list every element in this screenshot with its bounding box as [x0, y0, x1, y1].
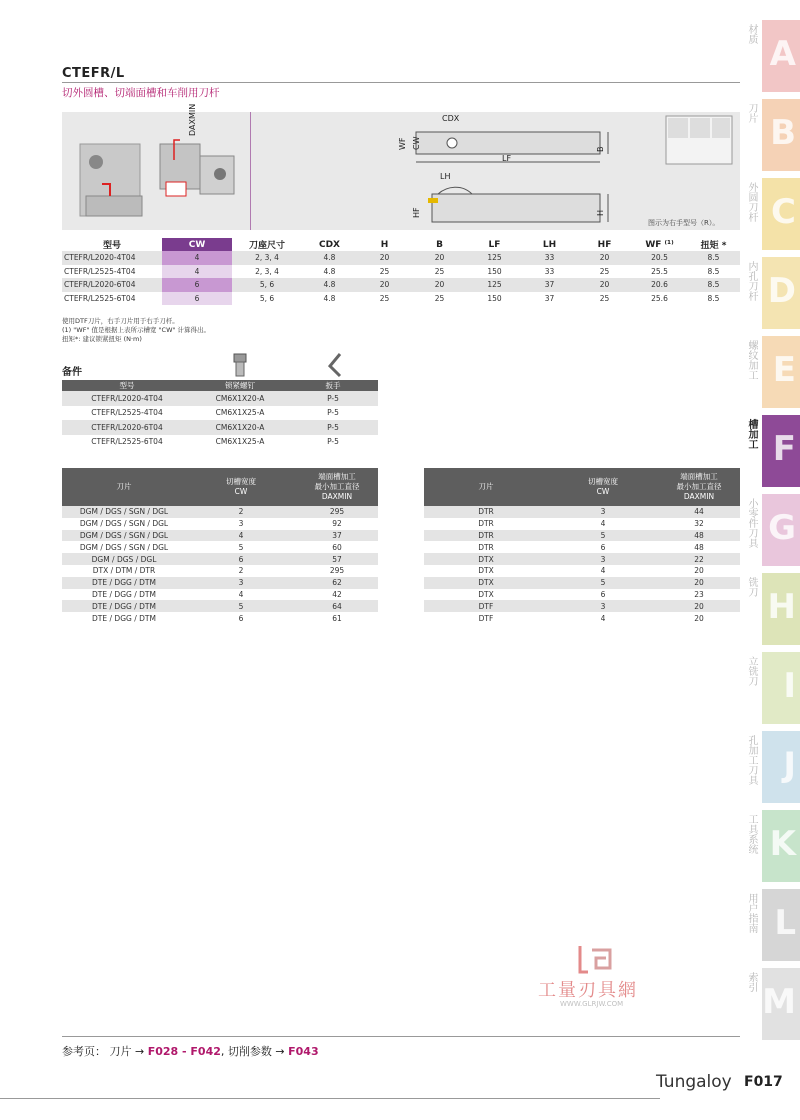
table-cell: 5 [238, 542, 244, 552]
table-cell: CTEFR/L2525-4T04 [64, 266, 136, 276]
insert-table-right [424, 468, 740, 624]
table-cell: DTE / DGG / DTM [62, 577, 186, 589]
table-cell: 4.8 [323, 293, 336, 303]
table-row [424, 577, 740, 589]
table-row [424, 565, 740, 577]
table-cell: DTX / DTM / DTR [92, 566, 156, 576]
section-tab-label: 槽加工 [746, 419, 757, 449]
table-cell: CTEFR/L2525-6T04 [91, 437, 163, 447]
section-tab-letter: B [770, 113, 796, 153]
table-cell: 2, 3, 4 [255, 266, 279, 276]
section-tab-l[interactable] [746, 889, 800, 961]
insert-table-left [62, 468, 378, 624]
table-cell: 25.6 [651, 293, 668, 303]
table-cell: DTX [478, 589, 494, 599]
table-cell: DTX [424, 553, 548, 565]
table-row [62, 518, 378, 530]
col-cw: CW [162, 238, 232, 251]
watermark-logo-icon [576, 944, 616, 974]
table-cell: DTX [424, 577, 548, 589]
watermark-text: 工量刃具網 [538, 980, 638, 1001]
table-cell: DTE / DGG / DTM [62, 600, 186, 612]
table-cell: DGM / DGS / SGN / DGL [62, 506, 186, 518]
left-col-daxmin: 端面槽加工 最小加工直径 DAXMIN [296, 468, 378, 506]
table-cell: 37 [296, 530, 378, 542]
table-row [62, 577, 378, 589]
section-tab-a[interactable] [746, 20, 800, 92]
table-cell: 6 [162, 292, 232, 306]
table-row [62, 600, 378, 612]
table-cell: 20 [412, 251, 467, 265]
hf-label: HF [412, 207, 421, 218]
table-notes [62, 317, 210, 344]
table-cell: 4 [162, 251, 232, 265]
table-cell: 2 [186, 506, 296, 518]
section-tab-label: 外圆刀杆 [746, 182, 757, 222]
table-row [62, 406, 378, 421]
table-cell: 20 [694, 613, 704, 623]
col-b: B [436, 239, 443, 250]
section-tab-label: 铣刀 [746, 577, 757, 597]
table-cell: DTR [478, 542, 494, 552]
right-col-cw: 切槽宽度 CW [548, 468, 658, 506]
table-row [62, 589, 378, 601]
screw-icon [228, 352, 252, 378]
table-cell: DTR [478, 519, 494, 529]
table-cell: DGM / DGS / DGL [62, 553, 186, 565]
section-tab-c[interactable] [746, 178, 800, 250]
note-line: 使用DTF刀片，右手刀片用于右手刀杆。 [62, 317, 179, 325]
table-cell: 2, 3, 4 [232, 251, 302, 265]
table-cell: 2 [238, 566, 244, 576]
figure-divider [250, 112, 251, 230]
table-cell: 25 [599, 293, 610, 303]
left-col-cw: 切槽宽度 CW [186, 468, 296, 506]
table-cell: P-5 [288, 391, 378, 406]
table-cell: 20 [694, 566, 704, 576]
table-row [62, 251, 740, 265]
section-tab-letter: E [772, 350, 796, 390]
table-cell: 92 [332, 519, 342, 529]
section-tab-letter: D [767, 271, 796, 311]
table-cell: 22 [658, 553, 740, 565]
table-cell: 6 [238, 613, 244, 623]
lf-label: LF [502, 154, 512, 163]
wrench-icon [324, 352, 348, 378]
table-cell: 6 [162, 278, 232, 292]
table-cell: 3 [186, 577, 296, 589]
table-cell: 4 [238, 589, 244, 599]
table-cell: 48 [694, 542, 704, 552]
table-cell: 33 [544, 266, 555, 276]
table-cell: 5, 6 [232, 278, 302, 292]
table-cell: DGM / DGS / SGN / DGL [79, 542, 169, 552]
table-cell: 150 [487, 293, 502, 303]
section-tab-label: 刀片 [746, 103, 757, 123]
table-row [62, 612, 378, 624]
col-seat: 刀座尺寸 [248, 241, 285, 251]
table-cell: 64 [296, 600, 378, 612]
table-cell: 33 [522, 251, 577, 265]
table-row [62, 541, 378, 553]
lh-label: LH [440, 172, 451, 181]
col-wf: WF ⁽¹⁾ [645, 239, 674, 250]
table-cell: 37 [522, 278, 577, 292]
table-cell: DTR [424, 506, 548, 518]
table-row [62, 530, 378, 542]
table-cell: 6 [600, 589, 606, 599]
right-col-insert: 刀片 [424, 468, 548, 506]
section-tab-label: 材质 [746, 24, 757, 44]
table-cell: 6 [600, 542, 606, 552]
section-tab-i[interactable] [746, 652, 800, 724]
table-cell: 20.5 [632, 251, 687, 265]
table-cell: 4 [600, 519, 606, 529]
figure-note: 图示为右手型号（R）。 [648, 219, 720, 227]
spares-col-model: 型号 [62, 380, 192, 391]
table-cell: 20 [357, 251, 412, 265]
table-cell: 25.5 [651, 266, 668, 276]
table-cell: CTEFR/L2020-6T04 [62, 278, 162, 292]
section-tab-letter: I [783, 666, 796, 706]
table-cell: 20 [357, 278, 412, 292]
table-cell: 37 [544, 293, 555, 303]
section-tab-label: 用户指南 [746, 893, 757, 933]
table-cell: 8.5 [707, 266, 720, 276]
table-cell: 60 [332, 542, 342, 552]
table-cell: 4.8 [323, 266, 336, 276]
table-cell: 20 [577, 278, 632, 292]
right-col-daxmin: 端面槽加工 最小加工直径 DAXMIN [658, 468, 740, 506]
table-cell: DTF [424, 600, 548, 612]
table-row [62, 565, 378, 577]
section-tab-letter: F [772, 429, 796, 469]
section-tab-g[interactable] [746, 494, 800, 566]
table-row [62, 506, 378, 518]
table-cell: CM6X1X20-A [192, 391, 288, 406]
table-row [62, 553, 378, 565]
table-cell: CTEFR/L2020-4T04 [62, 251, 162, 265]
table-cell: 125 [467, 278, 522, 292]
table-row [62, 278, 740, 292]
section-tab-label: 工具系统 [746, 814, 757, 854]
table-cell: CM6X1X20-A [192, 420, 288, 435]
table-cell: 20 [658, 600, 740, 612]
table-cell: DTE / DGG / DTM [92, 613, 156, 623]
table-cell: 150 [487, 266, 502, 276]
table-cell: 20.6 [632, 278, 687, 292]
table-cell: 3 [238, 519, 244, 529]
table-cell: DTX [478, 566, 494, 576]
left-col-insert: 刀片 [62, 468, 186, 506]
table-cell: 295 [296, 506, 378, 518]
tool-diagram [62, 103, 740, 230]
table-cell: 61 [332, 613, 342, 623]
section-tab-letter: M [762, 982, 796, 1022]
wf-label: WF [398, 137, 407, 150]
table-cell: 25 [379, 293, 390, 303]
section-tab-letter: L [774, 903, 796, 943]
watermark-url: WWW.GLRJW.COM [560, 1000, 624, 1008]
note-line: 扭矩*: 建议锁紧扭矩 (N·m) [62, 335, 142, 343]
page-title: CTEFR/L [62, 66, 125, 81]
table-row [424, 589, 740, 601]
table-cell: CM6X1X25-A [215, 437, 265, 447]
table-cell: 42 [332, 589, 342, 599]
col-torque: 扭矩 * [700, 241, 727, 251]
table-cell: 4 [600, 613, 606, 623]
table-cell: 3 [548, 553, 658, 565]
table-cell: P-5 [327, 408, 339, 418]
table-cell: 20 [577, 251, 632, 265]
section-tab-d[interactable] [746, 257, 800, 329]
col-lh: LH [542, 239, 557, 250]
section-tab-letter: C [771, 192, 796, 232]
reference-prefix: 参考页： 刀片 → [62, 1045, 145, 1058]
table-cell: DGM / DGS / SGN / DGL [79, 519, 169, 529]
table-cell: 8.5 [707, 293, 720, 303]
note-line: (1) "WF" 值是根据上表所示槽宽 "CW" 计算得出。 [62, 326, 211, 334]
table-cell: DGM / DGS / SGN / DGL [62, 530, 186, 542]
h-label: H [596, 209, 605, 216]
section-tab-label: 螺纹加工 [746, 340, 757, 380]
table-cell: DTF [478, 613, 494, 623]
table-cell: 62 [296, 577, 378, 589]
table-row [424, 506, 740, 518]
table-cell: 5 [186, 600, 296, 612]
table-cell: DTR [424, 530, 548, 542]
page-number: F017 [744, 1074, 783, 1090]
table-cell: CTEFR/L2020-4T04 [62, 391, 192, 406]
table-cell: 4.8 [302, 278, 357, 292]
spares-col-screw: 锁紧螺钉 [192, 380, 288, 391]
section-tab-letter: K [769, 824, 796, 864]
table-cell: 5, 6 [259, 293, 275, 303]
reference-link-inserts[interactable]: F028 - F042 [147, 1045, 221, 1058]
reference-link-cutting[interactable]: F043 [288, 1045, 319, 1058]
table-cell: 5 [548, 530, 658, 542]
table-cell: 4 [162, 265, 232, 279]
table-cell: 3 [548, 600, 658, 612]
table-cell: 25 [434, 293, 445, 303]
section-tab-f[interactable] [746, 415, 800, 487]
table-cell: CTEFR/L2525-4T04 [91, 408, 163, 418]
reference-mid: , 切削参数 → [220, 1045, 285, 1058]
table-row [62, 435, 378, 450]
footer-rule [0, 1098, 660, 1099]
section-tab-label: 小零件刀具 [746, 498, 757, 548]
table-cell: 8.5 [687, 278, 740, 292]
table-cell: P-5 [327, 437, 339, 447]
spares-table [62, 380, 378, 449]
table-row [424, 612, 740, 624]
table-cell: 4 [600, 566, 606, 576]
table-row [424, 553, 740, 565]
spares-heading: 备件 [62, 367, 82, 378]
table-cell: DTE / DGG / DTM [92, 589, 156, 599]
title-rule [62, 82, 740, 83]
table-cell: CM6X1X25-A [215, 408, 265, 418]
table-row [424, 541, 740, 553]
table-cell: CTEFR/L2020-6T04 [62, 420, 192, 435]
table-cell: 8.5 [687, 251, 740, 265]
spares-col-wrench: 扳手 [288, 380, 378, 391]
table-cell: 25 [599, 266, 610, 276]
table-cell: 25 [379, 266, 390, 276]
table-row [62, 420, 378, 435]
table-cell: CTEFR/L2525-6T04 [64, 293, 136, 303]
section-tab-letter: H [767, 587, 796, 627]
table-cell: 25 [434, 266, 445, 276]
holder-table [62, 238, 740, 305]
table-cell: 20 [658, 577, 740, 589]
table-cell: 20 [412, 278, 467, 292]
col-hf: HF [597, 239, 612, 250]
table-cell: 125 [467, 251, 522, 265]
table-cell: 3 [548, 506, 658, 518]
table-cell: P-5 [288, 420, 378, 435]
page-subtitle: 切外圆槽、切端面槽和车削用刀杆 [62, 87, 220, 99]
b-label: B [596, 146, 605, 152]
cdx-label: CDX [442, 114, 460, 123]
table-row [424, 518, 740, 530]
table-cell: 57 [296, 553, 378, 565]
table-row [424, 530, 740, 542]
table-cell: 4.8 [302, 251, 357, 265]
col-cdx: CDX [318, 239, 340, 250]
table-cell: 4 [186, 530, 296, 542]
table-cell: 6 [186, 553, 296, 565]
cw-label: CW [412, 136, 421, 150]
col-h: H [380, 239, 389, 250]
table-cell: 32 [694, 519, 704, 529]
table-cell: 5 [548, 577, 658, 589]
section-tab-j[interactable] [746, 731, 800, 803]
section-tab-label: 索引 [746, 972, 757, 992]
table-row [62, 292, 740, 306]
col-lf: LF [488, 239, 501, 250]
brand-name: Tungaloy [656, 1072, 732, 1092]
table-cell: 23 [694, 589, 704, 599]
section-tab-m[interactable] [746, 968, 800, 1040]
reference-rule [62, 1036, 740, 1037]
diagram-drawing [62, 112, 740, 230]
section-tab-e[interactable] [746, 336, 800, 408]
table-row [62, 265, 740, 279]
table-cell: 44 [658, 506, 740, 518]
daxmin-label: DAXMIN [188, 103, 197, 136]
col-model: 型号 [102, 241, 121, 251]
section-tab-letter: J [783, 745, 796, 785]
table-row [62, 391, 378, 406]
table-row [424, 600, 740, 612]
section-tab-letter: A [769, 34, 796, 74]
table-cell: 48 [658, 530, 740, 542]
section-tab-b[interactable] [746, 99, 800, 171]
reference-line [62, 1043, 319, 1059]
section-tab-letter: G [768, 508, 796, 548]
section-tab-label: 孔加工刀具 [746, 735, 757, 785]
section-tab-h[interactable] [746, 573, 800, 645]
table-cell: 295 [329, 566, 345, 576]
holder-table-header [62, 238, 740, 251]
section-tab-k[interactable] [746, 810, 800, 882]
section-tab-label: 立铣刀 [746, 656, 757, 686]
section-tab-label: 内孔刀杆 [746, 261, 757, 301]
